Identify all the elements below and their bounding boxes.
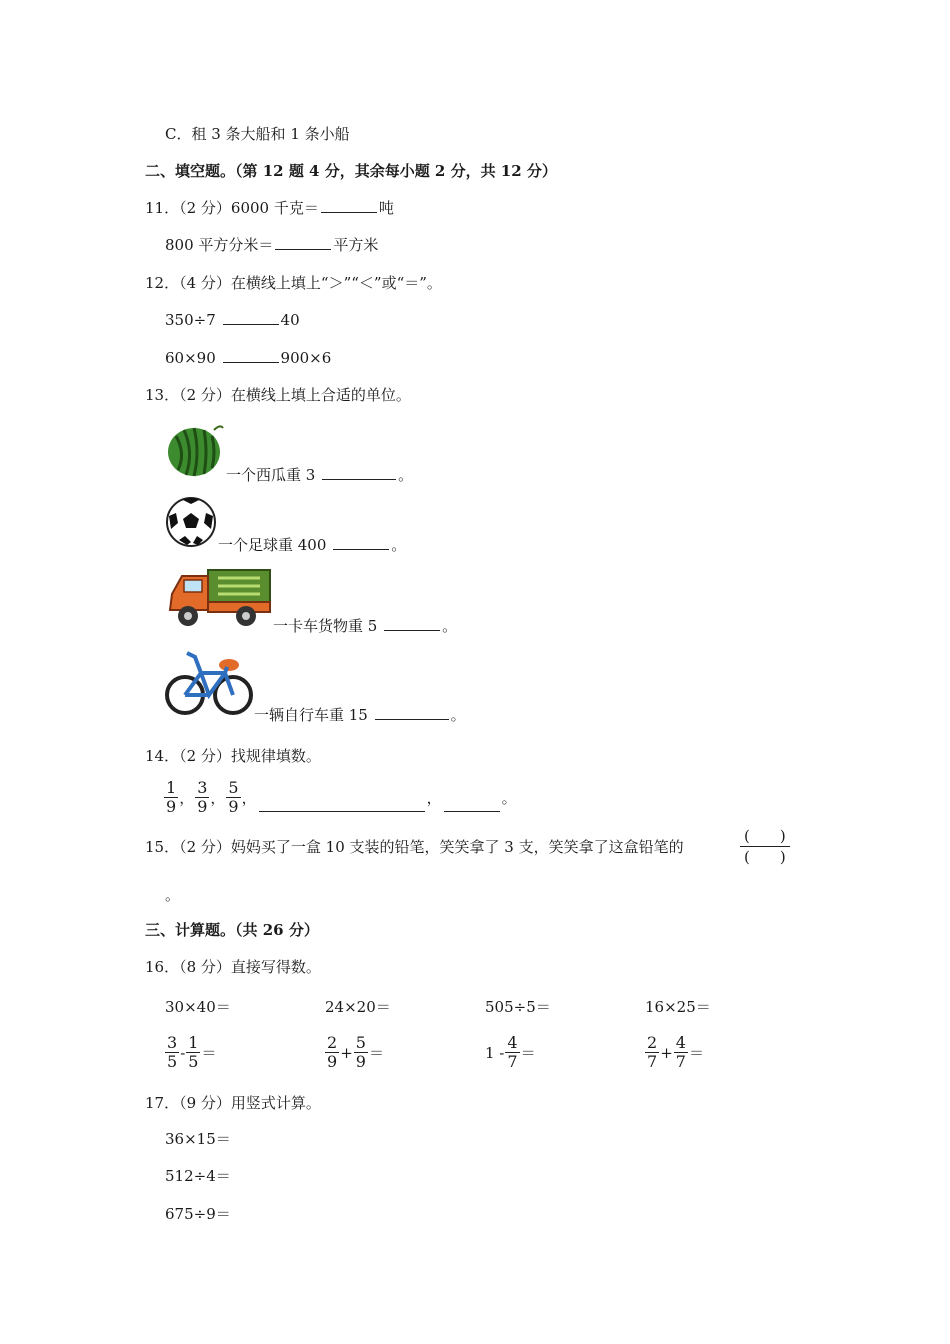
section3-title: 三、计算题。（共 26 分）	[145, 921, 319, 939]
comma: ，	[210, 789, 226, 807]
bicycle-icon	[165, 647, 253, 719]
equals: ＝	[520, 1044, 536, 1062]
denominator: 9	[355, 1052, 366, 1071]
q13-item-4-end: 。	[450, 706, 466, 724]
watermelon-icon	[166, 420, 226, 478]
answer-blank[interactable]	[223, 348, 279, 363]
fraction	[354, 1034, 368, 1071]
comma: ，	[179, 789, 195, 807]
q17-stem: 17．（9 分）用竖式计算。	[145, 1094, 321, 1112]
q16-frac-calc-3	[485, 1034, 536, 1071]
q16-calc-2: 24×20＝	[325, 998, 391, 1016]
q15-end: 。	[165, 886, 181, 904]
end-mark: 。	[501, 789, 517, 807]
q17-calc-2: 512÷4＝	[165, 1167, 231, 1185]
fraction-2	[195, 779, 209, 816]
q13-item-2-end: 。	[391, 536, 407, 554]
denominator: 9	[228, 797, 239, 816]
q13-item-1	[226, 465, 413, 485]
comma: ，	[241, 789, 257, 807]
section2-title: 二、填空题。（第 12 题 4 分，其余每小题 2 分，共 12 分）	[145, 162, 557, 180]
soccer-ball-icon	[165, 496, 217, 548]
q11-line2	[165, 235, 378, 255]
q13-item-1-end: 。	[398, 466, 414, 484]
denominator: 9	[166, 797, 177, 816]
q12-b-post: 900×6	[280, 349, 332, 367]
answer-blank[interactable]	[375, 705, 449, 720]
denominator: 5	[188, 1052, 199, 1071]
q13-item-2-text: 一个足球重 400	[218, 536, 327, 554]
q11-line1-pre: 11．（2 分）6000 千克＝	[145, 199, 319, 217]
q13-item-1-text: 一个西瓜重 3	[226, 466, 316, 484]
denominator: 7	[647, 1052, 658, 1071]
numerator: 1	[166, 778, 177, 797]
q15-fraction-blank[interactable]	[740, 826, 790, 867]
q12-a	[165, 310, 300, 330]
answer-blank[interactable]	[333, 535, 389, 550]
q12-stem: 12．（4 分）在横线上填上“＞”“＜”或“＝”。	[145, 274, 442, 292]
fraction-3	[226, 779, 240, 816]
numerator: 5	[355, 1033, 366, 1052]
q13-item-3	[273, 616, 457, 636]
q12-a-post: 40	[280, 311, 300, 329]
q16-stem: 16．（8 分）直接写得数。	[145, 958, 321, 976]
q13-item-3-text: 一卡车货物重 5	[273, 617, 378, 635]
equals: ＝	[201, 1044, 217, 1062]
numerator: 1	[188, 1033, 199, 1052]
q13-item-3-end: 。	[442, 617, 458, 635]
denominator: 9	[197, 797, 208, 816]
numerator: 4	[675, 1033, 686, 1052]
equals: ＝	[368, 1044, 384, 1062]
q16-frac-calc-1	[164, 1034, 216, 1071]
q16-frac-calc-4	[644, 1034, 704, 1071]
equals: ＝	[688, 1044, 704, 1062]
operator: +	[660, 1043, 673, 1062]
answer-blank[interactable]	[321, 198, 377, 213]
whole-minus: 1 -	[485, 1043, 505, 1062]
numerator-paren: ( )	[740, 826, 790, 847]
numerator: 5	[228, 778, 239, 797]
numerator: 3	[197, 778, 208, 797]
q12-a-pre: 350÷7	[165, 311, 216, 329]
q13-item-4	[254, 705, 466, 725]
answer-blank[interactable]	[444, 797, 500, 812]
answer-blank[interactable]	[322, 465, 396, 480]
q16-frac-calc-2	[324, 1034, 384, 1071]
fraction-1	[164, 779, 178, 816]
q17-calc-1: 36×15＝	[165, 1130, 231, 1148]
q14-sequence	[163, 779, 517, 816]
q13-stem: 13．（2 分）在横线上填上合适的单位。	[145, 386, 411, 404]
q11-line2-pre: 800 平方分米＝	[165, 236, 274, 254]
operator: -	[180, 1043, 186, 1062]
numerator: 3	[167, 1033, 178, 1052]
answer-blank[interactable]	[384, 616, 440, 631]
q16-calc-4: 16×25＝	[645, 998, 711, 1016]
q14-stem: 14．（2 分）找规律填数。	[145, 747, 321, 765]
q12-b	[165, 348, 331, 368]
q12-b-pre: 60×90	[165, 349, 216, 367]
fraction	[505, 1034, 519, 1071]
numerator: 4	[507, 1033, 518, 1052]
comma: ，	[426, 789, 442, 807]
q16-calc-1: 30×40＝	[165, 998, 231, 1016]
denominator: 5	[167, 1052, 178, 1071]
fraction	[645, 1034, 659, 1071]
truck-icon	[168, 566, 272, 630]
option-c: C．租 3 条大船和 1 条小船	[165, 125, 350, 143]
fraction	[186, 1034, 200, 1071]
answer-blank[interactable]	[223, 310, 279, 325]
q11-line2-post: 平方米	[333, 236, 379, 254]
q17-calc-3: 675÷9＝	[165, 1205, 231, 1223]
denominator: 7	[675, 1052, 686, 1071]
denominator-paren: ( )	[744, 848, 786, 866]
operator: +	[340, 1043, 353, 1062]
numerator: 2	[647, 1033, 658, 1052]
answer-blank[interactable]	[259, 797, 425, 812]
q13-item-4-text: 一辆自行车重 15	[254, 706, 368, 724]
numerator: 2	[327, 1033, 338, 1052]
q11-line1-post: 吨	[378, 199, 394, 217]
q11-line1	[145, 198, 394, 218]
denominator: 9	[327, 1052, 338, 1071]
fraction	[674, 1034, 688, 1071]
q15-stem: 15．（2 分）妈妈买了一盒 10 支装的铅笔，笑笑拿了 3 支，笑笑拿了这盒铅笔的	[145, 838, 684, 856]
q16-calc-3: 505÷5＝	[485, 998, 551, 1016]
answer-blank[interactable]	[275, 235, 331, 250]
q13-item-2	[218, 535, 406, 555]
denominator: 7	[507, 1052, 518, 1071]
fraction	[165, 1034, 179, 1071]
fraction	[325, 1034, 339, 1071]
